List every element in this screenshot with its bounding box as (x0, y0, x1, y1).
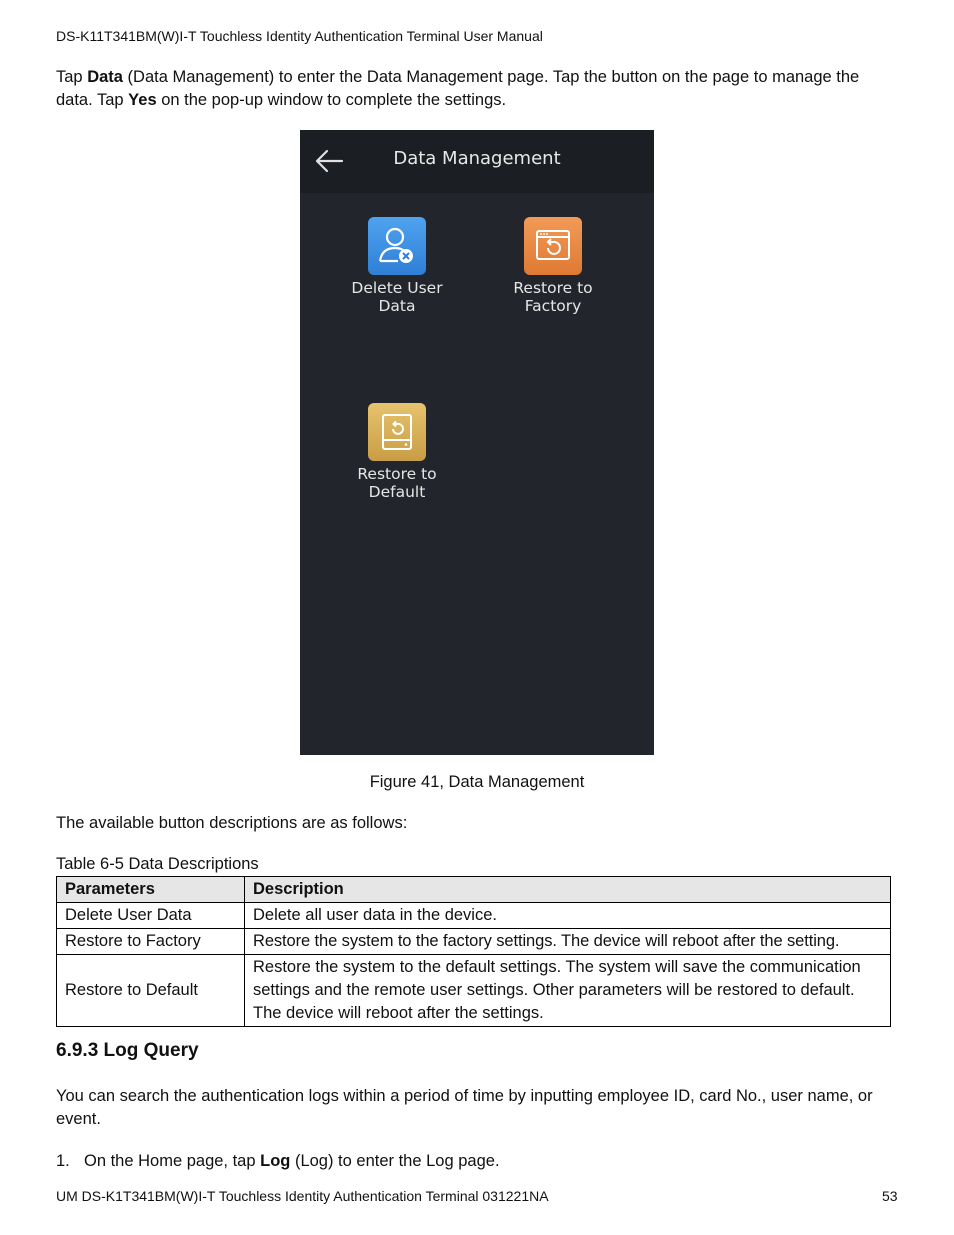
restore-to-factory-button[interactable] (493, 217, 613, 315)
step-text-2: (Log) to enter the Log page. (290, 1152, 500, 1170)
table-cell-parameter: Restore to Default (57, 955, 245, 1027)
screen-title-bar (300, 130, 654, 193)
delete-user-icon (368, 217, 426, 275)
intro-text-3: on the pop-up window to complete the settings. (156, 91, 507, 109)
table-cell-description: Delete all user data in the device. (245, 903, 891, 929)
running-header: DS-K11T341BM(W)I-T Touchless Identity Authentication Terminal User Manual (56, 28, 543, 44)
description-intro: The available button descriptions are as follows: (56, 814, 408, 832)
figure-caption: Figure 41, Data Management (369, 773, 585, 791)
table-row (57, 955, 891, 1027)
tile-label-line1: Restore to (357, 465, 437, 483)
table-cell-description: Restore the system to the default settings. The system will save the communication settings and the remote user settings. Other parameters will be restored to default. The device will reboot after the settings. (245, 955, 891, 1027)
restore-factory-icon (524, 217, 582, 275)
tile-label-line1: Restore to (513, 279, 593, 297)
intro-bold-data: Data (87, 68, 123, 86)
step-text-1: On the Home page, tap (84, 1152, 261, 1170)
tile-label-line2: Data (378, 297, 416, 315)
column-header-parameters: Parameters (57, 877, 245, 903)
intro-text-2: (Data Management) to enter the Data Management page. Tap the button on the page to manage the data. Tap (56, 68, 860, 109)
section-heading: 6.9.3 Log Query (56, 1040, 199, 1061)
delete-user-data-button[interactable] (337, 217, 457, 315)
tile-label-line2: Factory (524, 297, 582, 315)
table-cell-parameter: Delete User Data (57, 903, 245, 929)
section-paragraph: You can search the authentication logs within a period of time by inputting employee ID, card No., user name, or event. (56, 1087, 873, 1128)
table-cell-parameter: Restore to Factory (57, 929, 245, 955)
intro-bold-yes: Yes (128, 91, 157, 109)
page-number: 53 (882, 1188, 898, 1204)
table-header-row (57, 877, 891, 903)
restore-to-default-button[interactable] (337, 403, 457, 501)
table-title: Table 6-5 Data Descriptions (56, 855, 259, 873)
device-screenshot (300, 130, 654, 755)
table-cell-description: Restore the system to the factory settings. The device will reboot after the setting. (245, 929, 891, 955)
screen-title: Data Management (393, 148, 561, 169)
table-row (57, 903, 891, 929)
step-number: 1. (56, 1152, 70, 1170)
footer-text: UM DS-K1T341BM(W)I-T Touchless Identity Authentication Terminal 031221NA (56, 1188, 549, 1204)
step-item (56, 1150, 896, 1173)
tile-label-line1: Delete User (351, 279, 443, 297)
intro-text-1: Tap (56, 68, 88, 86)
data-descriptions-table (56, 876, 891, 1027)
restore-default-icon (368, 403, 426, 461)
intro-paragraph (56, 66, 896, 112)
table-row (57, 929, 891, 955)
column-header-description: Description (245, 877, 891, 903)
tile-label-line2: Default (368, 483, 426, 501)
step-bold-log: Log (260, 1152, 291, 1170)
